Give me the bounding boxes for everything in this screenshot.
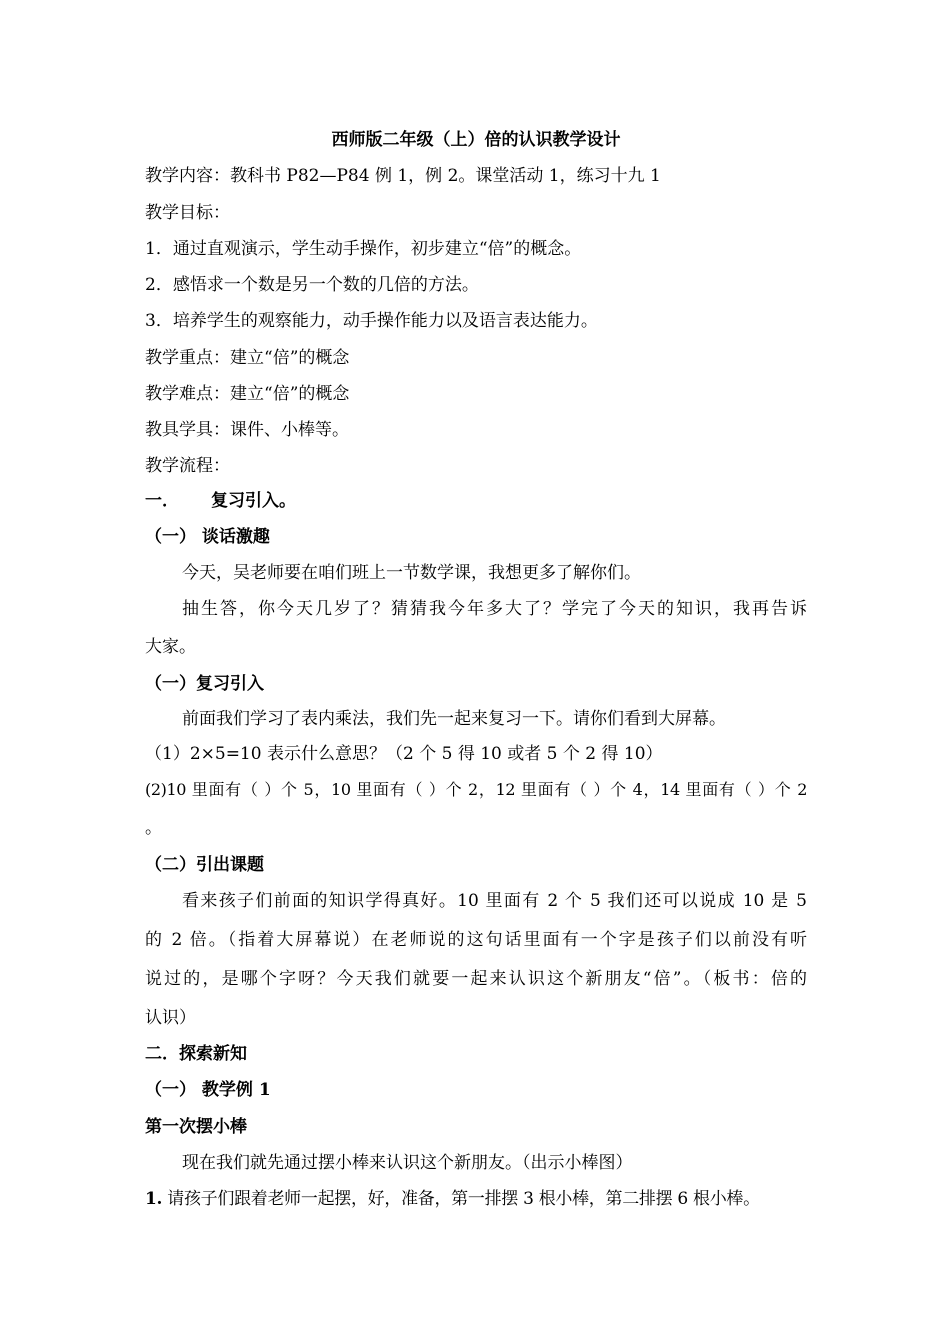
paragraph: 说过的，是哪个字呀？今天我们就要一起来认识这个新朋友“倍”。（板书：倍的 — [145, 969, 807, 989]
paragraph: 认识） — [145, 1008, 196, 1028]
teaching-content: 教学内容：教科书 P82—P84 例 1，例 2。课堂活动 1，练习十九 1 — [145, 166, 661, 186]
subsection-heading: （一）复习引入 — [145, 674, 264, 694]
step-text: 请孩子们跟着老师一起摆，好，准备，第一排摆 3 根小棒，第二排摆 6 根小棒。 — [167, 1189, 760, 1209]
paragraph: 看来孩子们前面的知识学得真好。10 里面有 2 个 5 我们还可以说成 10 是 5 — [182, 891, 807, 911]
review-question: 。 — [145, 818, 162, 838]
subsection-heading: （一） 谈话激趣 — [145, 527, 270, 547]
goals-label: 教学目标： — [145, 203, 230, 223]
subsection-heading: 第一次摆小棒 — [145, 1117, 247, 1137]
review-question: （1）2×5=10 表示什么意思？（2 个 5 得 10 或者 5 个 2 得 10） — [145, 744, 663, 764]
section-heading — [145, 490, 807, 512]
paragraph: 大家。 — [145, 637, 196, 657]
goal-item: 2．感悟求一个数是另一个数的几倍的方法。 — [145, 275, 479, 295]
page-title: 西师版二年级（上）倍的认识教学设计 — [331, 130, 621, 150]
subsection-heading: （一） 教学例 1 — [145, 1080, 271, 1100]
subsection-heading: （二）引出课题 — [145, 855, 264, 875]
paragraph: 抽生答，你今天几岁了？猜猜我今年多大了？学完了今天的知识，我再告诉 — [182, 599, 807, 619]
section-heading: 二．探索新知 — [145, 1044, 247, 1064]
step-number: 1. — [145, 1189, 163, 1209]
key-point: 教学重点：建立“倍”的概念 — [145, 348, 350, 368]
section-number: 一． — [145, 491, 179, 511]
teaching-tools: 教具学具：课件、小棒等。 — [145, 420, 349, 440]
step-item — [145, 1188, 807, 1210]
goal-item: 3．培养学生的观察能力，动手操作能力以及语言表达能力。 — [145, 311, 598, 331]
process-label: 教学流程： — [145, 456, 230, 476]
paragraph: 前面我们学习了表内乘法，我们先一起来复习一下。请你们看到大屏幕。 — [182, 709, 726, 729]
paragraph: 现在我们就先通过摆小棒来认识这个新朋友。（出示小棒图） — [182, 1153, 633, 1173]
section-title: 复习引入。 — [211, 491, 296, 511]
paragraph: 今天，吴老师要在咱们班上一节数学课，我想更多了解你们。 — [182, 563, 641, 583]
review-question: (2)10 里面有（ ）个 5，10 里面有（ ）个 2，12 里面有（ ）个 4，14 里面有（ ）个 2 — [145, 780, 807, 799]
difficulty: 教学难点：建立“倍”的概念 — [145, 384, 350, 404]
goal-item: 1．通过直观演示，学生动手操作，初步建立“倍”的概念。 — [145, 239, 582, 259]
paragraph: 的 2 倍。（指着大屏幕说）在老师说的这句话里面有一个字是孩子们以前没有听 — [145, 930, 807, 950]
